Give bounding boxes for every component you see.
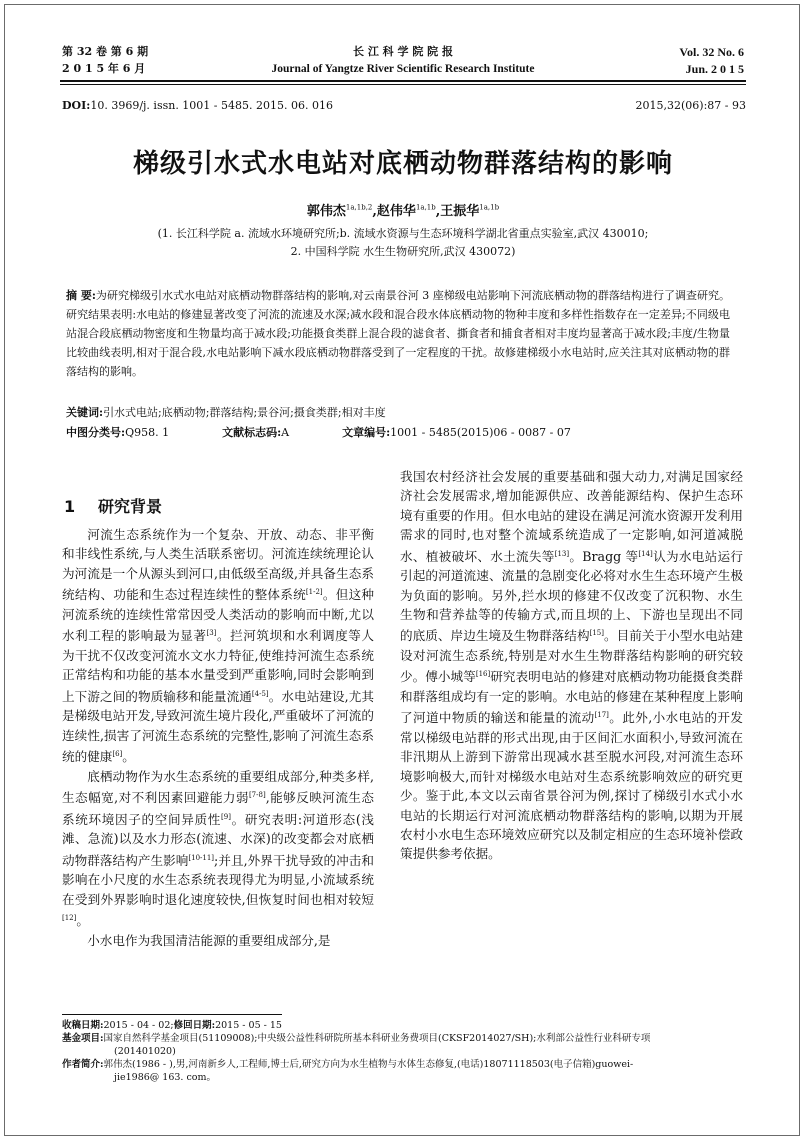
body-column-right (400, 467, 743, 864)
received-label: 收稿日期: (62, 1020, 104, 1031)
section-number: 1 (64, 497, 76, 516)
body-text: 。 (122, 749, 135, 765)
citation-ref: [13] (554, 549, 570, 558)
author-bio-line-1 (62, 1058, 746, 1071)
author-separator: , (435, 204, 441, 219)
citation-ref: [16] (475, 670, 491, 679)
author-separator: , (372, 204, 377, 219)
body-text: 认为水电站运行引起的河道流速、流量的急剧变化必将对水生生态环境产生极为负面的影响。另外,拦水坝的修建不仅改变了沉积物、水生生物和营养盐等的传输方式,而且坝的上、下游也呈现出不同的底质、岸边生境及生物群落结构 (400, 548, 744, 644)
citation-ref: [1-2] (305, 588, 323, 597)
body-paragraph (62, 767, 374, 931)
body-text: 。拦河筑坝和水利调度等人为干扰不仅改变河流水文水力特征,使维持河流生态系统正常结构和功能的基本水量受到严重影响,同时会影响到上下游之间的物质输移和能量流通 (62, 628, 375, 704)
body-text: 。研究表明:河道形态(浅滩、急流)以及水力形态(流速、水深)的改变都会对底栖动物群落结构产生影响 (62, 811, 374, 868)
footnotes (62, 1019, 746, 1084)
author-affiliation-marks: 1a,1b (415, 203, 436, 212)
body-text: 底栖动物作为水生态系统的重要组成部分,种类多样,生态幅宽,对不利因素回避能力弱 (62, 768, 374, 806)
doi-line (62, 99, 333, 112)
revised-value: 2015 - 05 - 15 (215, 1020, 282, 1031)
article-number-value: 1001 - 5485(2015)06 - 0087 - 07 (390, 426, 571, 439)
body-text: 河流生态系统作为一个复杂、开放、动态、非平衡和非线性系统,与人类生活联系密切。河流连续统理论认为河流是一个从源头到河口,由低级至高级,并具备生态系统结构、功能和生态过程连续性的整体系统 (62, 527, 374, 603)
citation-ref: [15] (589, 629, 604, 638)
affiliation-line-2: 2. 中国科学院 水生生物研究所,武汉 430072) (290, 245, 516, 258)
citation-ref: [4-5] (251, 689, 269, 698)
body-text: ;并且,外界干扰导致的冲击和影响在小尺度的水生态系统表现得尤为明显,小流域系统在受到外界影响时退化速度较快,但恢复时间也相对较短 (62, 852, 375, 907)
body-text: 。Bragg 等 (569, 548, 639, 564)
fund-line-1 (62, 1032, 746, 1045)
doc-code-value: A (281, 426, 290, 439)
keywords-label: 关键词: (66, 406, 104, 419)
doi-label: DOI: (62, 99, 91, 112)
body-text: 小水电作为我国清洁能源的重要组成部分,是 (87, 932, 331, 948)
keywords (66, 405, 730, 421)
body-paragraph (62, 525, 374, 767)
footnote-rule (62, 1014, 282, 1015)
journal-name-en: Journal of Yangtze River Scientific Research Institute (271, 63, 535, 75)
body-text: 我国农村经济社会发展的重要基础和强大动力,对满足国家经济社会发展需求,增加能源供应、改善能源结构、保护生态环境有重要的作用。但水电站的建设在满足河流水资源开发利用需求的同时,也对整个流域系统造成了一定影响,如河道减脱水、植被破坏、水土流失等 (400, 469, 743, 564)
author-name: 赵伟华 (376, 204, 416, 219)
citation-ref: [3] (206, 629, 217, 638)
body-text: ,能够反映河流生态系统环境因子的空间异质性 (62, 790, 374, 827)
volume-issue-en: Vol. 32 No. 6 (679, 45, 744, 59)
article-number-label: 文章编号: (342, 426, 391, 439)
body-text: 。目前关于小型水电站建设对河流生态系统,特别是对水生生物群落结构影响的研究较少。傅小城等 (400, 628, 744, 685)
citation-ref: [17] (594, 711, 609, 720)
body-text: 。此外,小水电站的开发常以梯级电站群的形式出现,由于区间汇水面积小,导致河流在非汛期从上游到下游常出现减水甚至脱水河段,对河流生态环境影响极大,而针对梯级水电站对生态系统影响效应的研究更少。鉴于此,本文以云南省景谷河为例,探讨了梯级引水式小水电站的长期运行对河流底栖动物群落结构的影响,以期为开展农村小水电生态环境效应研究以及制定相应的生态环境补偿政策提供参考依据。 (400, 710, 743, 862)
body-text: 。水电站建设,尤其是梯级电站开发,导致河流生境片段化,严重破坏了河流的连续性,损害了河流生态系统的完整性,影响了河流生态系统的健康 (62, 688, 374, 765)
author-bio-text-1: 郭伟杰(1986 - ),男,河南新乡人,工程师,博士后,研究方向为水生植物与水体生态修复,(电话)18071118503(电子信箱)guowei- (103, 1059, 634, 1070)
body-text: 。 (76, 913, 89, 929)
volume-issue-cn: 第 32 卷 第 6 期 (62, 45, 149, 58)
citation: 2015,32(06):87 - 93 (635, 99, 746, 112)
citation-ref: [7-8] (248, 791, 266, 800)
citation-ref: [12] (62, 914, 77, 923)
journal-name-cn: 长 江 科 学 院 院 报 (353, 45, 453, 58)
body-paragraph (400, 467, 743, 864)
body-column-left (62, 525, 374, 950)
revised-label: 修回日期: (173, 1020, 216, 1031)
clc-value: Q958. 1 (125, 426, 170, 439)
author-affiliation-marks: 1a,1b,2 (345, 203, 373, 212)
clc-label: 中图分类号: (66, 426, 126, 439)
keywords-text: 引水式电站;底栖动物;群落结构;景谷河;摄食类群;相对丰度 (103, 406, 386, 419)
abstract (66, 286, 730, 381)
fund-label: 基金项目: (62, 1033, 104, 1044)
header-rule-thin (60, 84, 746, 85)
abstract-label: 摘 要: (66, 289, 96, 302)
citation-ref: [9] (221, 812, 231, 821)
author-name: 郭伟杰 (306, 204, 346, 219)
author-bio-label: 作者简介: (62, 1059, 104, 1070)
author-affiliation-marks: 1a,1b (479, 203, 500, 212)
citation-ref: [10-11] (188, 853, 215, 862)
citation-ref: [6] (112, 750, 123, 759)
doc-code-label: 文献标志码: (222, 426, 282, 439)
doi-value: 10. 3969/j. issn. 1001 - 5485. 2015. 06. 016 (90, 99, 333, 112)
fund-text-1: 国家自然科学基金项目(51109008);中央级公益性科研院所基本科研业务费项目(CKSF2014027/SH);水利部公益性行业科研专项 (103, 1033, 651, 1044)
section-title: 研究背景 (98, 497, 163, 516)
fund-text-2: (201401020) (114, 1046, 176, 1057)
year-month-cn: 2 0 1 5 年 6 月 (62, 62, 146, 75)
body-text: 研究表明电站的修建对底栖动物功能摄食类群和群落组成均有一定的影响。水电站的修建在某种程度上影响了河道中物质的输送和能量的流动 (400, 669, 744, 726)
citation-ref: [14] (638, 549, 653, 558)
classification-line (66, 425, 730, 441)
author-name: 王振华 (440, 204, 480, 219)
body-text: 。但这种河流系统的连续性常常因受人类活动的影响而中断,尤以水利工程的影响最为显著 (62, 587, 375, 644)
received-value: 2015 - 04 - 02 (103, 1020, 171, 1031)
section-heading (64, 494, 162, 517)
date-en: Jun. 2 0 1 5 (685, 62, 744, 76)
article-title: 梯级引水式水电站对底栖动物群落结构的影响 (132, 149, 673, 179)
abstract-text: 为研究梯级引水式水电站对底栖动物群落结构的影响,对云南景谷河 3 座梯级电站影响下河流底栖动物的群落结构进行了调查研究。研究结果表明:水电站的修建显著改变了河流的流速及水深;减水段和混合段水体底栖动物的物种丰度和多样性指数存在一定差异;不同级电站混合段底栖动物密度和生物量均高于减水段;功能摄食类群上混合段的滤食者、撕食者和捕食者相对丰度均显著高于减水段;丰度/生物量比较曲线表明,相对于混合段,水电站影响下减水段底栖动物群落受到了一定程度的干扰。故修建梯级小水电站时,应关注其对底栖动物的群落结构的影响。 (66, 289, 731, 378)
author-list (0, 200, 806, 219)
header-rule-thick (60, 80, 746, 82)
author-bio-text-2: jie1986@ 163. com。 (114, 1072, 217, 1083)
body-paragraph (62, 931, 374, 950)
affiliation-line-1: (1. 长江科学院 a. 流域水环境研究所;b. 流域水资源与生态环境科学湖北省重点实验室,武汉 430010; (157, 227, 649, 240)
received-dates: 收稿日期:2015 - 04 - 02;修回日期:2015 - 05 - 15 (62, 1020, 282, 1031)
